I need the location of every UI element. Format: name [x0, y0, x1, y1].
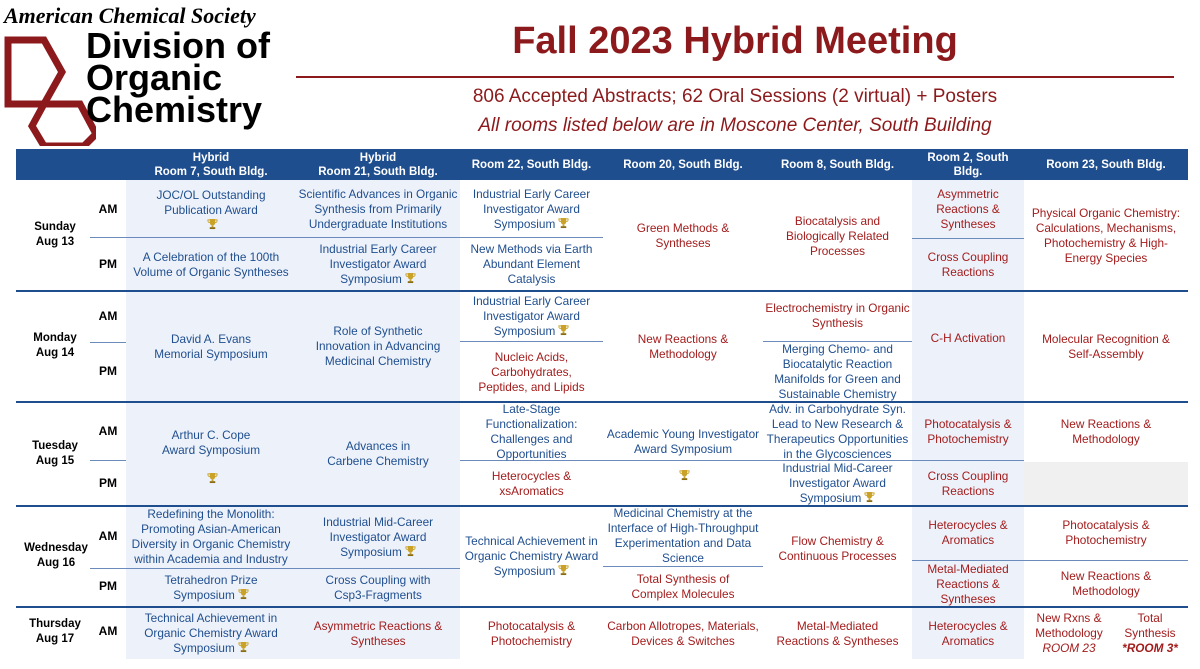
session-cell[interactable]: Medicinal Chemistry at the Interface of High-Throughput Experimentation and Data Science	[607, 506, 759, 565]
session-cell[interactable]: Total Synthesis of Complex Molecules	[631, 572, 735, 601]
trophy-icon	[207, 218, 218, 230]
acs-name: American Chemical Society	[4, 3, 256, 28]
ampm-divider	[460, 237, 603, 238]
session-cell[interactable]: A Celebration of the 100th Volume of Organic Syntheses	[133, 249, 289, 279]
trophy-icon	[558, 217, 569, 229]
ampm-divider	[90, 237, 126, 238]
trophy-icon	[558, 564, 569, 576]
session-cell[interactable]: Metal-Mediated Reactions & Syntheses	[927, 561, 1009, 606]
am-label: AM	[98, 529, 118, 543]
abstracts-summary: 806 Accepted Abstracts; 62 Oral Sessions (2 virtual) + Posters	[472, 86, 998, 107]
session-cell[interactable]: Photocatalysis & Photochemistry	[924, 416, 1012, 446]
room-header-2: Room 2, South Bldg.	[927, 151, 1009, 178]
room-header-7: Hybrid Room 7, South Bldg.	[154, 151, 268, 178]
trophy-icon	[405, 545, 416, 557]
pm-label: PM	[99, 364, 117, 378]
room-header-8: Room 8, South Bldg.	[780, 158, 895, 171]
session-cell[interactable]: Academic Young Investigator Award Symposium	[603, 403, 763, 505]
trophy-icon	[864, 491, 875, 503]
ampm-divider	[90, 460, 126, 461]
division-name	[86, 25, 271, 130]
session-cell[interactable]: New Methods via Earth Abundant Element Catalysis	[470, 242, 593, 286]
session-cell[interactable]: Late-Stage Functionalization: Challenges and Opportunities	[485, 401, 578, 461]
ampm-divider	[912, 238, 1024, 239]
trophy-icon	[405, 272, 416, 284]
session-cell[interactable]: Asymmetric Reactions & Syntheses	[936, 187, 1000, 231]
session-cell[interactable]: Electrochemistry in Organic Synthesis	[765, 301, 910, 330]
session-cell[interactable]: Arthur C. Cope Award Symposium	[126, 403, 296, 505]
session-cell[interactable]: JOC/OL Outstanding Publication Award	[126, 182, 296, 236]
session-cell[interactable]: Total Synthesis *ROOM 3*	[1122, 611, 1178, 655]
trophy-icon	[679, 469, 690, 481]
session-cell[interactable]: Cross Coupling with Csp3-Fragments	[325, 573, 431, 602]
session-cell[interactable]: Industrial Mid-Career Investigator Award Symposium	[782, 461, 893, 505]
trophy-icon	[238, 588, 249, 600]
room-header-22: Room 22, South Bldg.	[471, 158, 592, 171]
am-label: AM	[98, 424, 118, 438]
ampm-divider	[90, 342, 126, 343]
session-cell[interactable]: Adv. in Carbohydrate Syn. Lead to New Research & Therapeutics Opportunities in the Glycosciences	[766, 401, 909, 461]
session-cell[interactable]: New Reactions & Methodology	[637, 331, 729, 361]
hexagon-logo-icon	[4, 34, 96, 146]
title-divider	[296, 76, 1174, 78]
session-cell[interactable]: Molecular Recognition & Self-Assembly	[1042, 331, 1170, 361]
day-label-thursday: Thursday Aug 17	[29, 618, 81, 645]
session-cell[interactable]: Tetrahedron Prize Symposium	[164, 573, 258, 602]
venue-note: All rooms listed below are in Moscone Center, South Building	[478, 115, 992, 136]
pm-label: PM	[99, 476, 117, 490]
division-line-3: Chemistry	[86, 89, 263, 130]
ampm-divider	[126, 237, 460, 238]
session-cell[interactable]: Photocatalysis & Photochemistry	[1062, 518, 1150, 547]
trophy-icon	[558, 324, 569, 336]
day-label-wednesday: Wednesday Aug 16	[24, 542, 88, 569]
session-cell[interactable]: Asymmetric Reactions & Syntheses	[313, 618, 443, 648]
room-header-21: Hybrid Room 21, South Bldg.	[318, 151, 438, 178]
session-cell[interactable]: New Rxns & Methodology ROOM 23	[1035, 611, 1103, 655]
am-label: AM	[98, 624, 118, 638]
session-cell[interactable]: Merging Chemo- and Biocatalytic Reaction Manifolds for Green and Sustainable Chemistry	[774, 342, 901, 401]
room-header-20: Room 20, South Bldg.	[623, 158, 743, 171]
room-header-23: Room 23, South Bldg.	[1046, 158, 1166, 171]
pm-label: PM	[99, 257, 117, 271]
session-cell[interactable]: Redefining the Monolith: Promoting Asian-American Diversity in Organic Chemistry within Academia and Industry	[131, 507, 291, 566]
session-cell[interactable]: Heterocycles & Aromatics	[928, 618, 1008, 648]
am-label: AM	[98, 309, 118, 323]
trophy-icon	[238, 641, 249, 653]
day-label-tuesday: Tuesday Aug 15	[32, 440, 78, 467]
ampm-divider	[126, 568, 460, 569]
session-cell[interactable]: New Reactions & Methodology	[1060, 416, 1152, 446]
session-cell[interactable]: New Reactions & Methodology	[1060, 569, 1152, 598]
am-label: AM	[98, 202, 118, 216]
session-cell[interactable]: Industrial Mid-Career Investigator Award Symposium	[322, 514, 434, 559]
session-cell[interactable]: Technical Achievement in Organic Chemistry Award Symposium	[464, 534, 599, 578]
session-cell[interactable]: Nucleic Acids, Carbohydrates, Peptides, and Lipids	[478, 349, 585, 394]
session-cell[interactable]: Photocatalysis & Photochemistry	[487, 618, 576, 648]
session-cell[interactable]: Role of Synthetic Innovation in Advancing Medicinal Chemistry	[315, 324, 441, 368]
ampm-divider	[603, 566, 763, 567]
session-cell[interactable]: Scientific Advances in Organic Synthesis from Primarily Undergraduate Institutions	[298, 186, 458, 231]
session-cell[interactable]: Advances in Carbene Chemistry	[327, 439, 429, 468]
session-cell[interactable]: Cross Coupling Reactions	[927, 468, 1009, 498]
day-label-monday: Monday Aug 14	[33, 332, 77, 359]
session-cell[interactable]: Flow Chemistry & Continuous Processes	[778, 534, 897, 563]
session-cell[interactable]: C-H Activation	[930, 330, 1006, 345]
session-cell[interactable]: Industrial Early Career Investigator Award Symposium	[319, 242, 437, 286]
trophy-icon	[207, 472, 218, 484]
ampm-divider	[460, 341, 603, 342]
session-cell[interactable]: Green Methods & Syntheses	[636, 221, 730, 250]
session-cell[interactable]: Carbon Allotropes, Materials, Devices & Switches	[607, 618, 759, 648]
day-label-sunday: Sunday Aug 13	[34, 221, 76, 248]
session-cell[interactable]: Industrial Early Career Investigator Award Symposium	[472, 293, 591, 338]
empty-slot	[1024, 462, 1188, 506]
ampm-divider	[1024, 560, 1188, 561]
session-cell[interactable]: Cross Coupling Reactions	[927, 250, 1009, 279]
session-cell[interactable]: Biocatalysis and Biologically Related Processes	[786, 213, 889, 258]
ampm-divider	[912, 460, 1024, 461]
session-cell[interactable]: Industrial Early Career Investigator Award Symposium	[472, 186, 591, 231]
session-cell[interactable]: David A. Evans Memorial Symposium	[154, 331, 268, 361]
division-line-1: Division of	[86, 25, 271, 66]
session-cell[interactable]: Heterocycles & xsAromatics	[491, 469, 572, 498]
session-cell[interactable]: Heterocycles & Aromatics	[928, 518, 1008, 547]
session-cell[interactable]: Technical Achievement in Organic Chemistry Award Symposium	[144, 611, 278, 655]
session-cell[interactable]: Physical Organic Chemistry: Calculations, Mechanisms, Photochemistry & High-Energy Species	[1031, 206, 1181, 265]
session-cell[interactable]: Metal-Mediated Reactions & Syntheses	[776, 618, 899, 648]
pm-label: PM	[99, 579, 117, 593]
page-title: Fall 2023 Hybrid Meeting	[512, 20, 958, 62]
division-line-2: Organic	[86, 57, 223, 98]
